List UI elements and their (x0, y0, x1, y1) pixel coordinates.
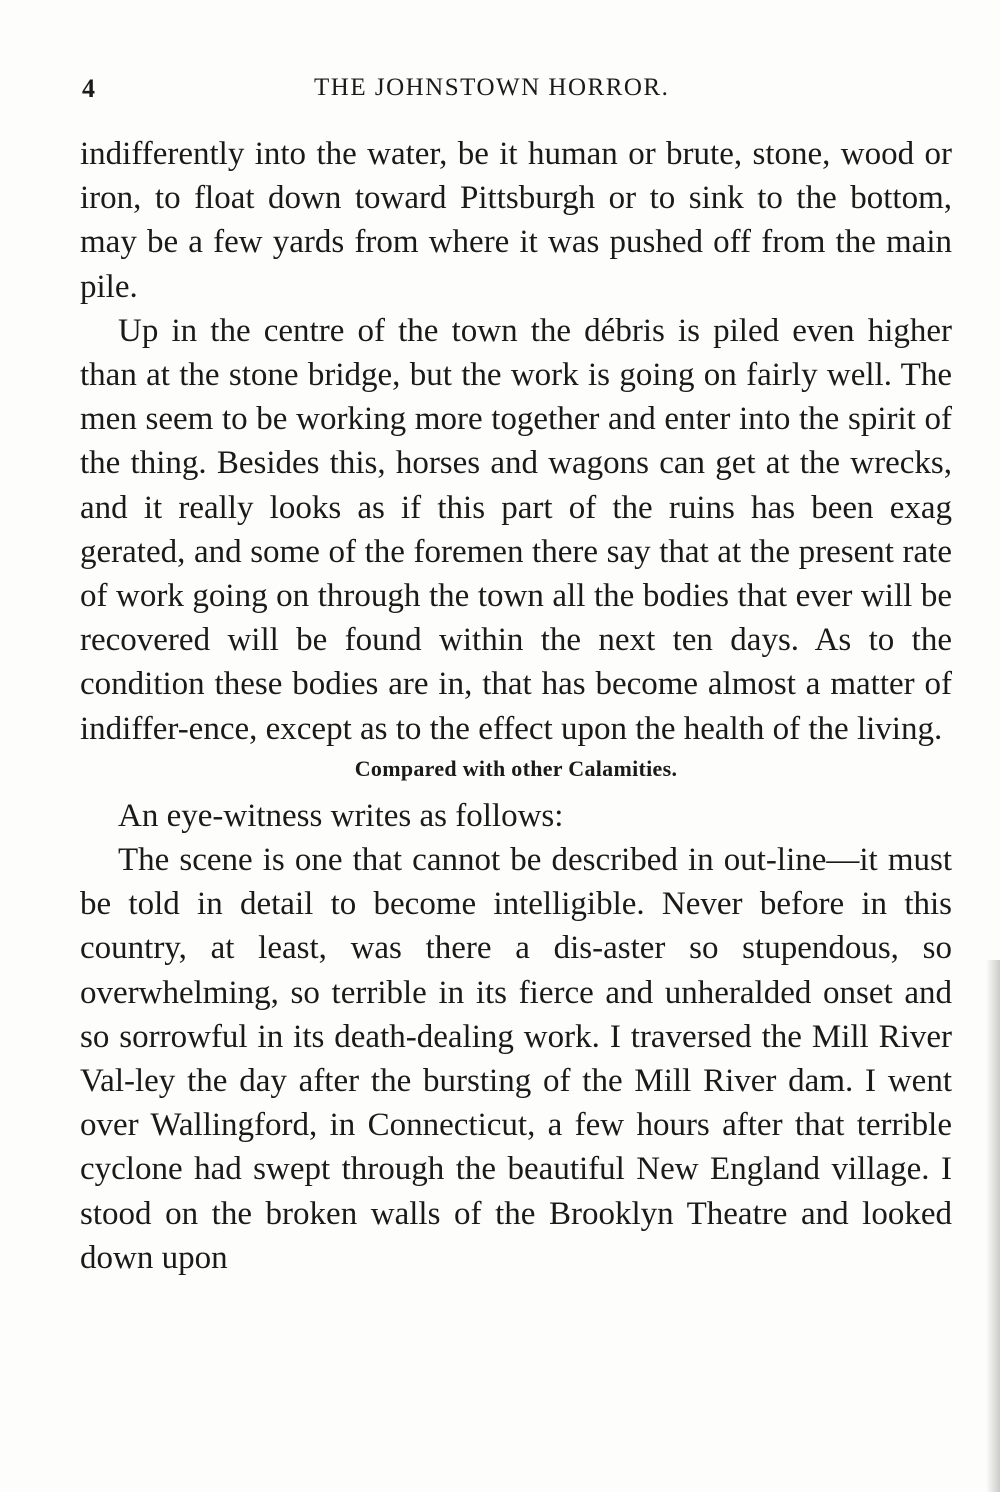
body-text (80, 132, 952, 1280)
paragraph-town-centre: Up in the centre of the town the débris is piled even higher than at the stone bridge, but the work is going on fairly well. The men seem to be working more together and enter into the spirit of the thing. Besides this, horses and wagons can get at the wrecks, and it really looks as if this part of the ruins has been exag gerated, and some of the foremen there say that at the present rate of work going on through the town all the bodies that ever will be recovered will be found within the next ten days. As to the condition these bodies are in, that has become almost a matter of indiffer-ence, except as to the effect upon the health of the living. (80, 312, 952, 747)
page-edge-shadow (986, 960, 1000, 1492)
paragraph-eye-witness-intro: An eye-witness writes as follows: (118, 797, 564, 834)
paragraph-continued: indifferently into the water, be it human or brute, stone, wood or iron, to float down toward Pittsburgh or to sink to the bottom, may be a few yards from where it was pushed off from the main pile. (80, 136, 952, 305)
running-title: THE JOHNSTOWN HORROR. (314, 74, 670, 101)
section-heading: Compared with other Calamities. (354, 755, 678, 781)
running-head (80, 70, 952, 110)
paragraph-eye-witness-account: The scene is one that cannot be described in out-line—it must be told in detail to become intelligible. Never before in this country, at least, was there a dis-aster so stupendous, so overwhelming, so terrible in its fierce and unheralded onset and so sorrowful in its death-dealing work. I traversed the Mill River Val-ley the day after the bursting of the Mill River dam. I went over Wallingford, in Connecticut, a few hours after that terrible cyclone had swept through the beautiful New England village. I stood on the broken walls of the Brooklyn Theatre and looked down upon (80, 842, 952, 1276)
page-number: 4 (82, 74, 96, 103)
